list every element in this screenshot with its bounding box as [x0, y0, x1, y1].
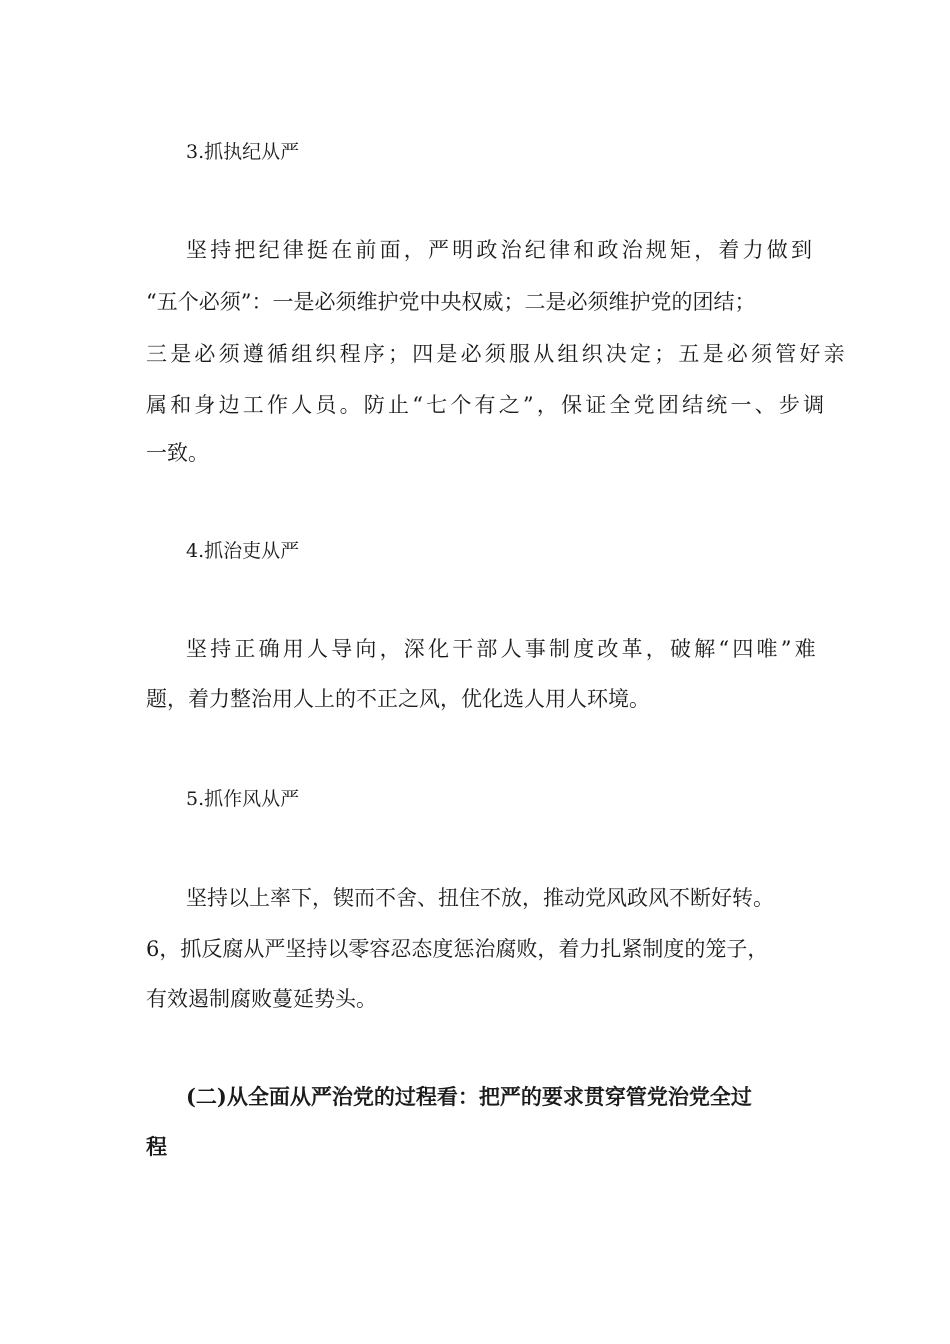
subsection-title: (二)从全面从严治党的过程看：把严的要求贯穿管党治党全过	[186, 1084, 752, 1109]
paragraph-line: “五个必须”：一是必须维护党中央权威；二是必须维护党的团结；	[146, 290, 756, 314]
section-heading-4: 4.抓治吏从严	[186, 540, 300, 562]
paragraph-line: 三是必须遵循组织程序；四是必须服从组织决定；五是必须管好亲	[146, 342, 848, 366]
paragraph-line: 坚持正确用人导向，深化干部人事制度改革，破解“四唯”难	[186, 637, 819, 661]
paragraph-line: 题，着力整治用人上的不正之风，优化选人用人环境。	[146, 687, 650, 711]
paragraph-line: 一致。	[146, 441, 209, 465]
paragraph-line: 有效遏制腐败蔓延势头。	[146, 987, 377, 1011]
subsection-title-continued: 程	[146, 1134, 167, 1159]
paragraph-line: 坚持把纪律挺在前面，严明政治纪律和政治规矩，着力做到	[186, 238, 816, 262]
section-heading-3: 3.抓执纪从严	[186, 141, 300, 163]
paragraph-line: 6，抓反腐从严坚持以零容忍态度惩治腐败，着力扎紧制度的笼子，	[146, 937, 769, 961]
paragraph-line: 属和身边工作人员。防止“七个有之”，保证全党团结统一、步调	[146, 393, 828, 417]
section-heading-5: 5.抓作风从严	[186, 788, 300, 810]
paragraph-line: 坚持以上率下，锲而不舍、扭住不放，推动党风政风不断好转。	[186, 886, 774, 910]
